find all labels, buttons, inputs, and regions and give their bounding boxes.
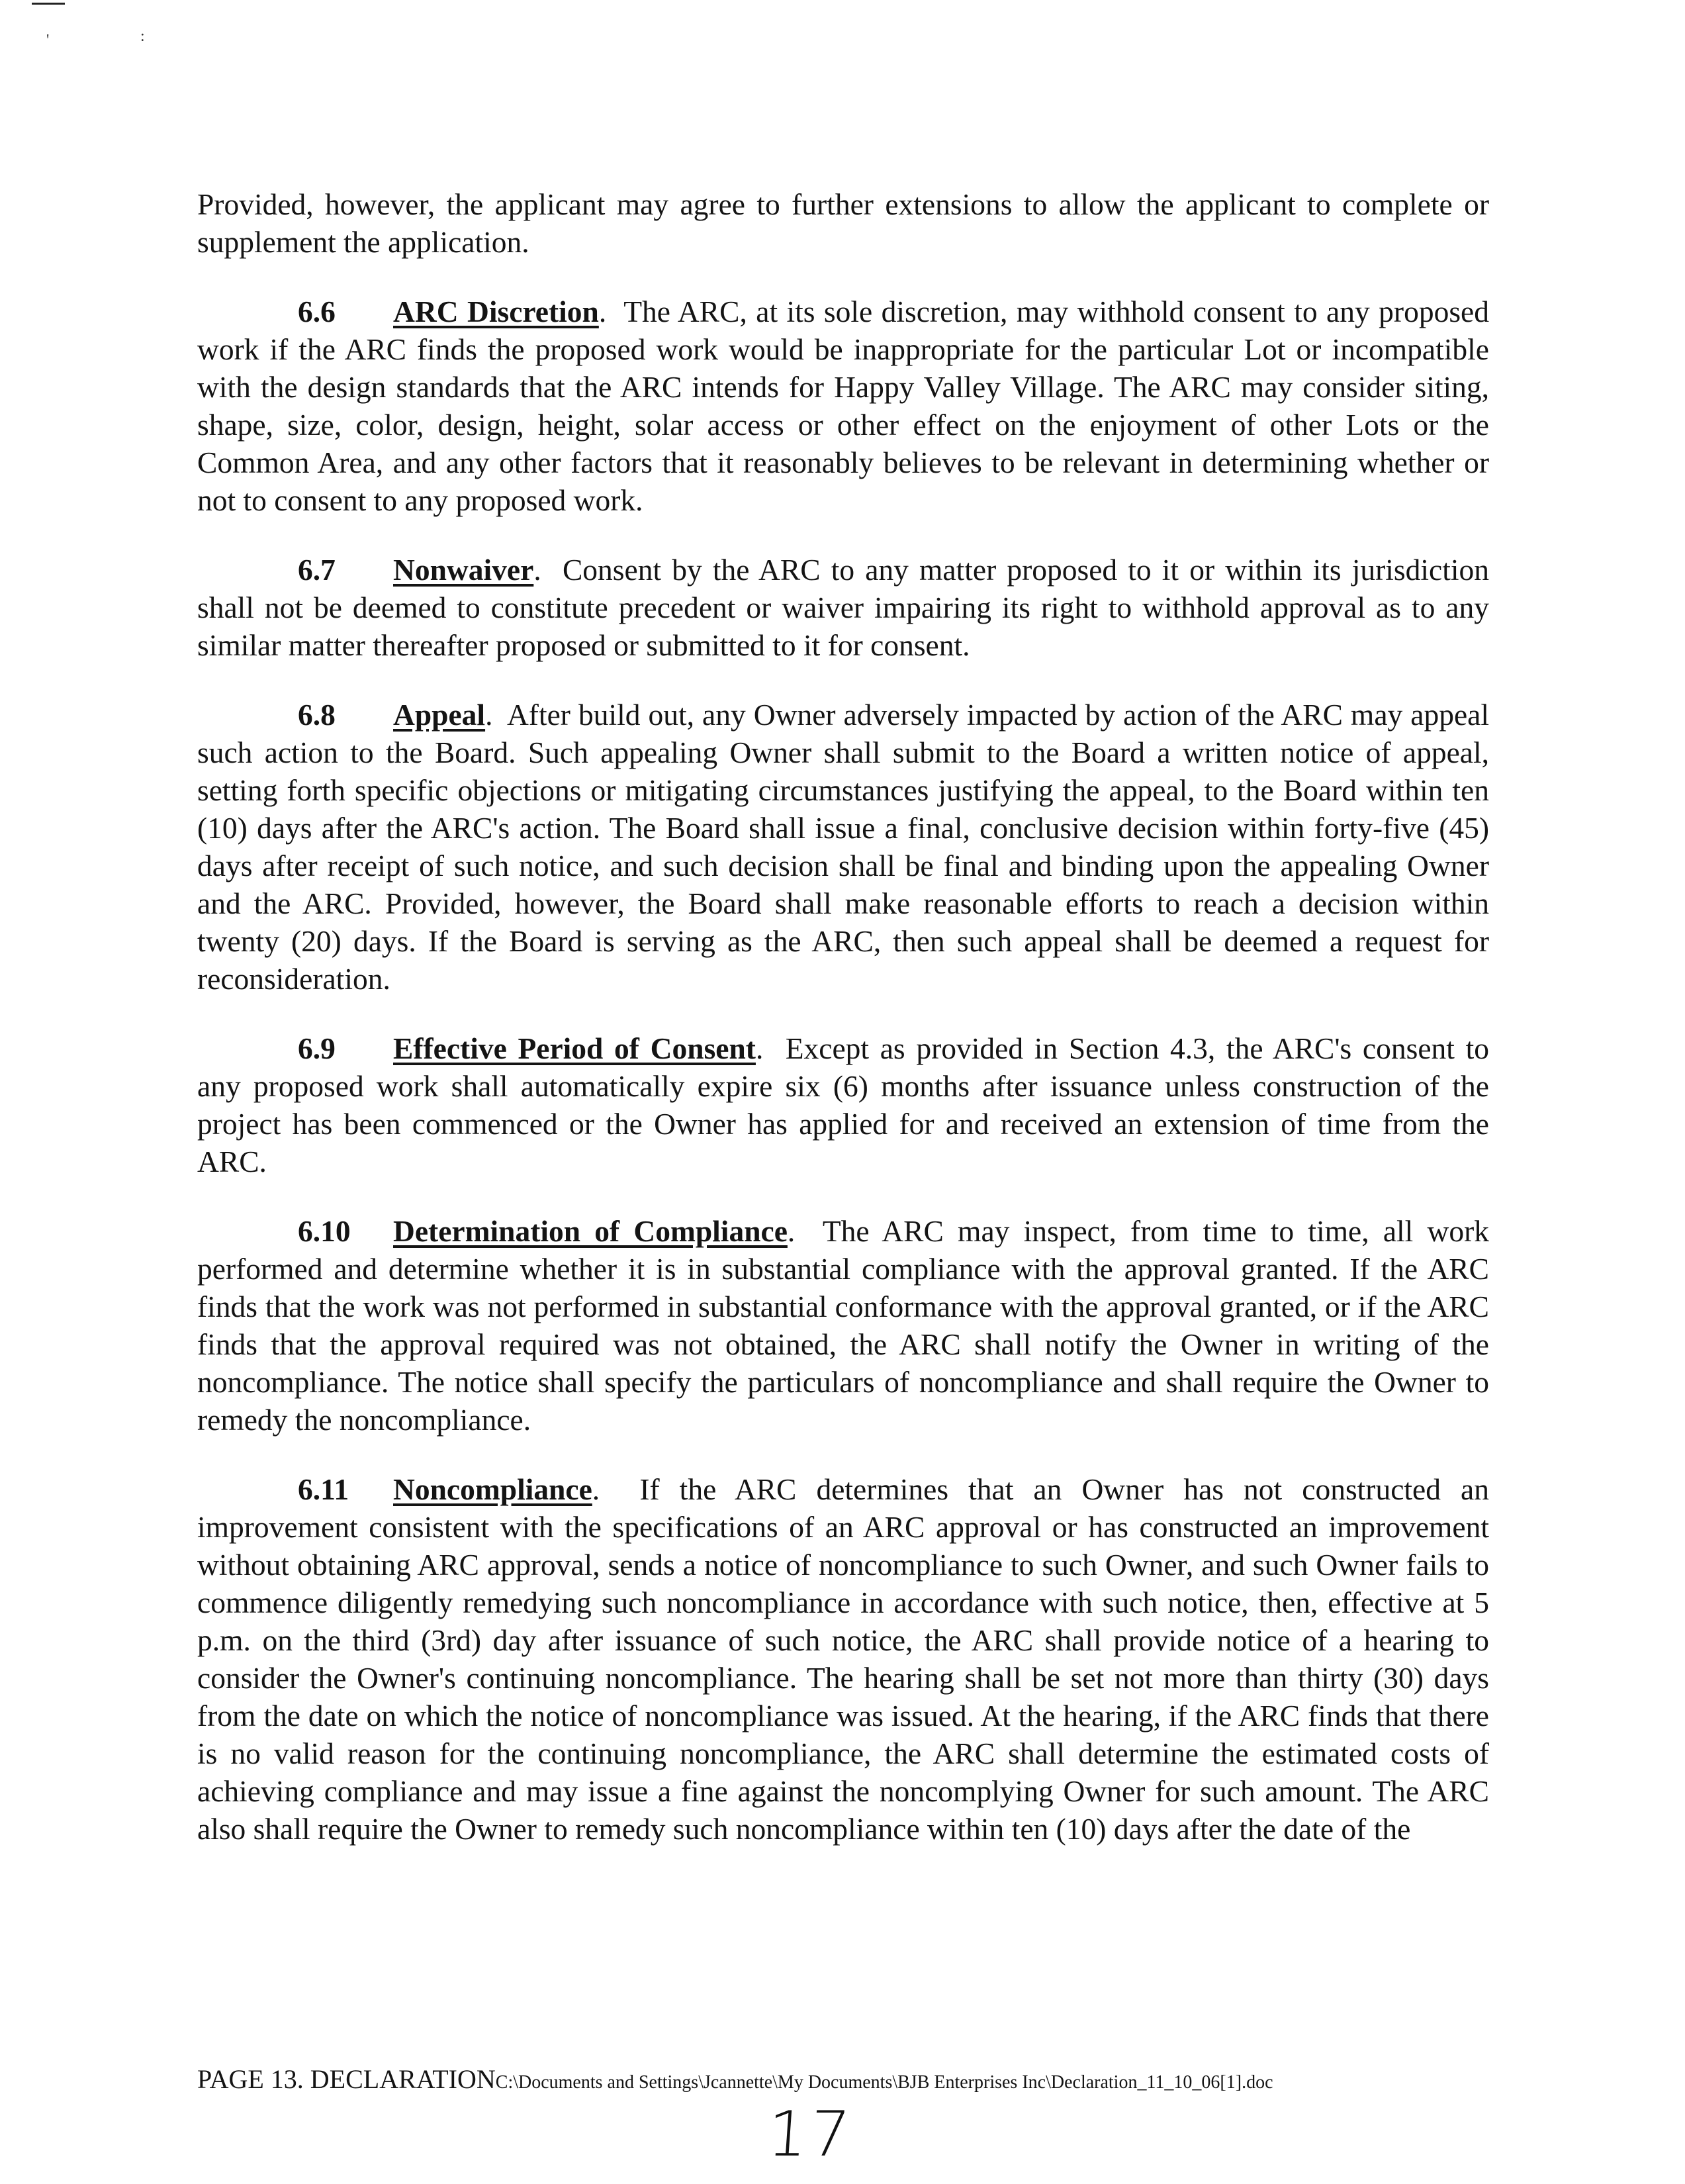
section-number: 6.8 — [298, 698, 336, 732]
section-6-7: 6.7 Nonwaiver. Consent by the ARC to any matter proposed to it or within its jurisdiction shall not be deemed to constitute precedent or waiver impairing its right to withhold approval as to any similar matter thereafter proposed or submitted to it for consent. — [197, 551, 1489, 664]
footer-file-path: C:\Documents and Settings\Jcannette\My Documents\BJB Enterprises Inc\Declaration_11_10_06[1].doc — [495, 2072, 1273, 2093]
section-number: 6.9 — [298, 1031, 336, 1065]
page-footer — [197, 2063, 1521, 2099]
scan-edge-mark — [32, 3, 65, 5]
section-text: Except as provided in Section 4.3, the ARC's consent to any proposed work shall automatically expire six (6) months after issuance unless construction of the project has been commenced or the Owner has applied for and received an extension of time from the ARC. — [197, 1031, 1490, 1178]
section-6-6: 6.6 ARC Discretion. The ARC, at its sole discretion, may withhold consent to any proposed work if the ARC finds the proposed work would be inappropriate for the particular Lot or incompatible with the design standards that the ARC intends for Happy Valley Village. The ARC may consider siting, shape, size, color, design, height, solar access or other effect on the enjoyment of other Lots or the Common Area, and any other factors that it reasonably believes to be relevant in determining whether or not to consent to any proposed work. — [197, 293, 1489, 519]
section-6-8: 6.8 Appeal. After build out, any Owner adversely impacted by action of the ARC may appeal such action to the Board. Such appealing Owner shall submit to the Board a written notice of appeal, setting forth specific objections or mitigating circumstances justifying the appeal, to the Board within ten (10) days after the ARC's action. The Board shall issue a final, conclusive decision within forty-five (45) days after receipt of such notice, and such decision shall be final and binding upon the appealing Owner and the ARC. Provided, however, the Board shall make reasonable efforts to reach a decision within twenty (20) days. If the Board is serving as the ARC, then such appeal shall be deemed a request for reconsideration. — [197, 696, 1489, 998]
section-6-11: 6.11 Noncompliance. If the ARC determines that an Owner has not constructed an improvement consistent with the specifications of an ARC approval or has constructed an improvement without obtaining ARC approval, sends a notice of noncompliance to such Owner, and such Owner fails to commence diligently remedying such noncompliance in accordance with such notice, then, effective at 5 p.m. on the third (3rd) day after issuance of such notice, the ARC shall provide notice of a hearing to consider the Owner's continuing noncompliance. The hearing shall be set not more than thirty (30) days from the date on which the notice of noncompliance was issued. At the hearing, if the ARC finds that there is no valid reason for the continuing noncompliance, the ARC shall determine the estimated costs of achieving compliance and may issue a fine against the noncomplying Owner for such amount. The ARC also shall require the Owner to remedy such noncompliance within ten (10) days after the date of the — [197, 1470, 1489, 1848]
intro-paragraph: Provided, however, the applicant may agree to further extensions to allow the applicant to complete or supplement the application. — [197, 187, 1489, 259]
section-number: 6.10 — [298, 1214, 351, 1248]
section-text: After build out, any Owner adversely impacted by action of the ARC may appeal such action to the Board. Such appealing Owner shall submit to the Board a written notice of appeal, setting forth specific objections or mitigating circumstances justifying the appeal, to the Board within ten (10) days after the ARC's action. The Board shall issue a final, conclusive decision within forty-five (45) days after receipt of such notice, and such decision shall be final and binding upon the appealing Owner and the ARC. Provided, however, the Board shall make reasonable efforts to reach a decision within twenty (20) days. If the Board is serving as the ARC, then such appeal shall be deemed a request for reconsideration. — [197, 698, 1489, 996]
section-text: If the ARC determines that an Owner has not constructed an improvement consistent with the specifications of an ARC approval or has constructed an improvement without obtaining ARC approval, sends a notice of noncompliance to such Owner, and such Owner fails to commence diligently remedying such noncompliance in accordance with such notice, then, effective at 5 p.m. on the third (3rd) day after issuance of such notice, the ARC shall provide notice of a hearing to consider the Owner's continuing noncompliance. The hearing shall be set not more than thirty (30) days from the date on which the notice of noncompliance was issued. At the hearing, if the ARC finds that there is no valid reason for the continuing noncompliance, the ARC shall determine the estimated costs of achieving compliance and may issue a fine against the noncomplying Owner for such amount. The ARC also shall require the Owner to remedy such noncompliance within ten (10) days after the date of the — [197, 1472, 1489, 1846]
scan-mark-right: : — [140, 28, 145, 45]
section-heading: Effective Period of Consent — [393, 1031, 756, 1065]
section-text: Consent by the ARC to any matter proposed to it or within its jurisdiction shall not be deemed to constitute precedent or waiver impairing its right to withhold approval as to any similar matter thereafter proposed or submitted to it for consent. — [197, 553, 1489, 662]
section-number: 6.11 — [298, 1472, 349, 1506]
handwritten-page-number: 17 — [765, 2099, 855, 2171]
section-6-9: 6.9 Effective Period of Consent. Except as provided in Section 4.3, the ARC's consent to any proposed work shall automatically expire six (6) months after issuance unless construction of the project has been commenced or the Owner has applied for and received an extension of time from the ARC. — [197, 1029, 1489, 1180]
section-heading: ARC Discretion — [393, 295, 599, 328]
section-text: The ARC may inspect, from time to time, all work performed and determine whether it is in substantial compliance with the approval granted. If the ARC finds that the work was not performed in substantial conformance with the approval granted, or if the ARC finds that the approval required was not obtained, the ARC shall notify the Owner in writing of the noncompliance. The notice shall specify the particulars of noncompliance and shall require the Owner to remedy the noncompliance. — [197, 1214, 1490, 1437]
scan-mark-left: ' — [46, 32, 50, 49]
section-heading: Noncompliance — [393, 1472, 592, 1506]
section-heading: Nonwaiver — [393, 553, 534, 587]
section-heading: Appeal — [393, 698, 486, 732]
section-6-10: 6.10 Determination of Compliance. The ARC may inspect, from time to time, all work performed and determine whether it is in substantial compliance with the approval granted. If the ARC finds that the work was not performed in substantial conformance with the approval granted, or if the ARC finds that the approval required was not obtained, the ARC shall notify the Owner in writing of the noncompliance. The notice shall specify the particulars of noncompliance and shall require the Owner to remedy the noncompliance. — [197, 1212, 1489, 1439]
document-body — [197, 185, 1489, 1879]
section-heading: Determination of Compliance — [393, 1214, 788, 1248]
footer-label: PAGE 13. DECLARATION — [197, 2064, 496, 2094]
section-text: The ARC, at its sole discretion, may withhold consent to any proposed work if the ARC finds the proposed work would be inappropriate for the particular Lot or incompatible with the design standards that the ARC intends for Happy Valley Village. The ARC may consider siting, shape, size, color, design, height, solar access or other effect on the enjoyment of other Lots or the Common Area, and any other factors that it reasonably believes to be relevant in determining whether or not to consent to any proposed work. — [197, 295, 1489, 517]
section-number: 6.6 — [298, 295, 336, 328]
section-number: 6.7 — [298, 553, 336, 587]
